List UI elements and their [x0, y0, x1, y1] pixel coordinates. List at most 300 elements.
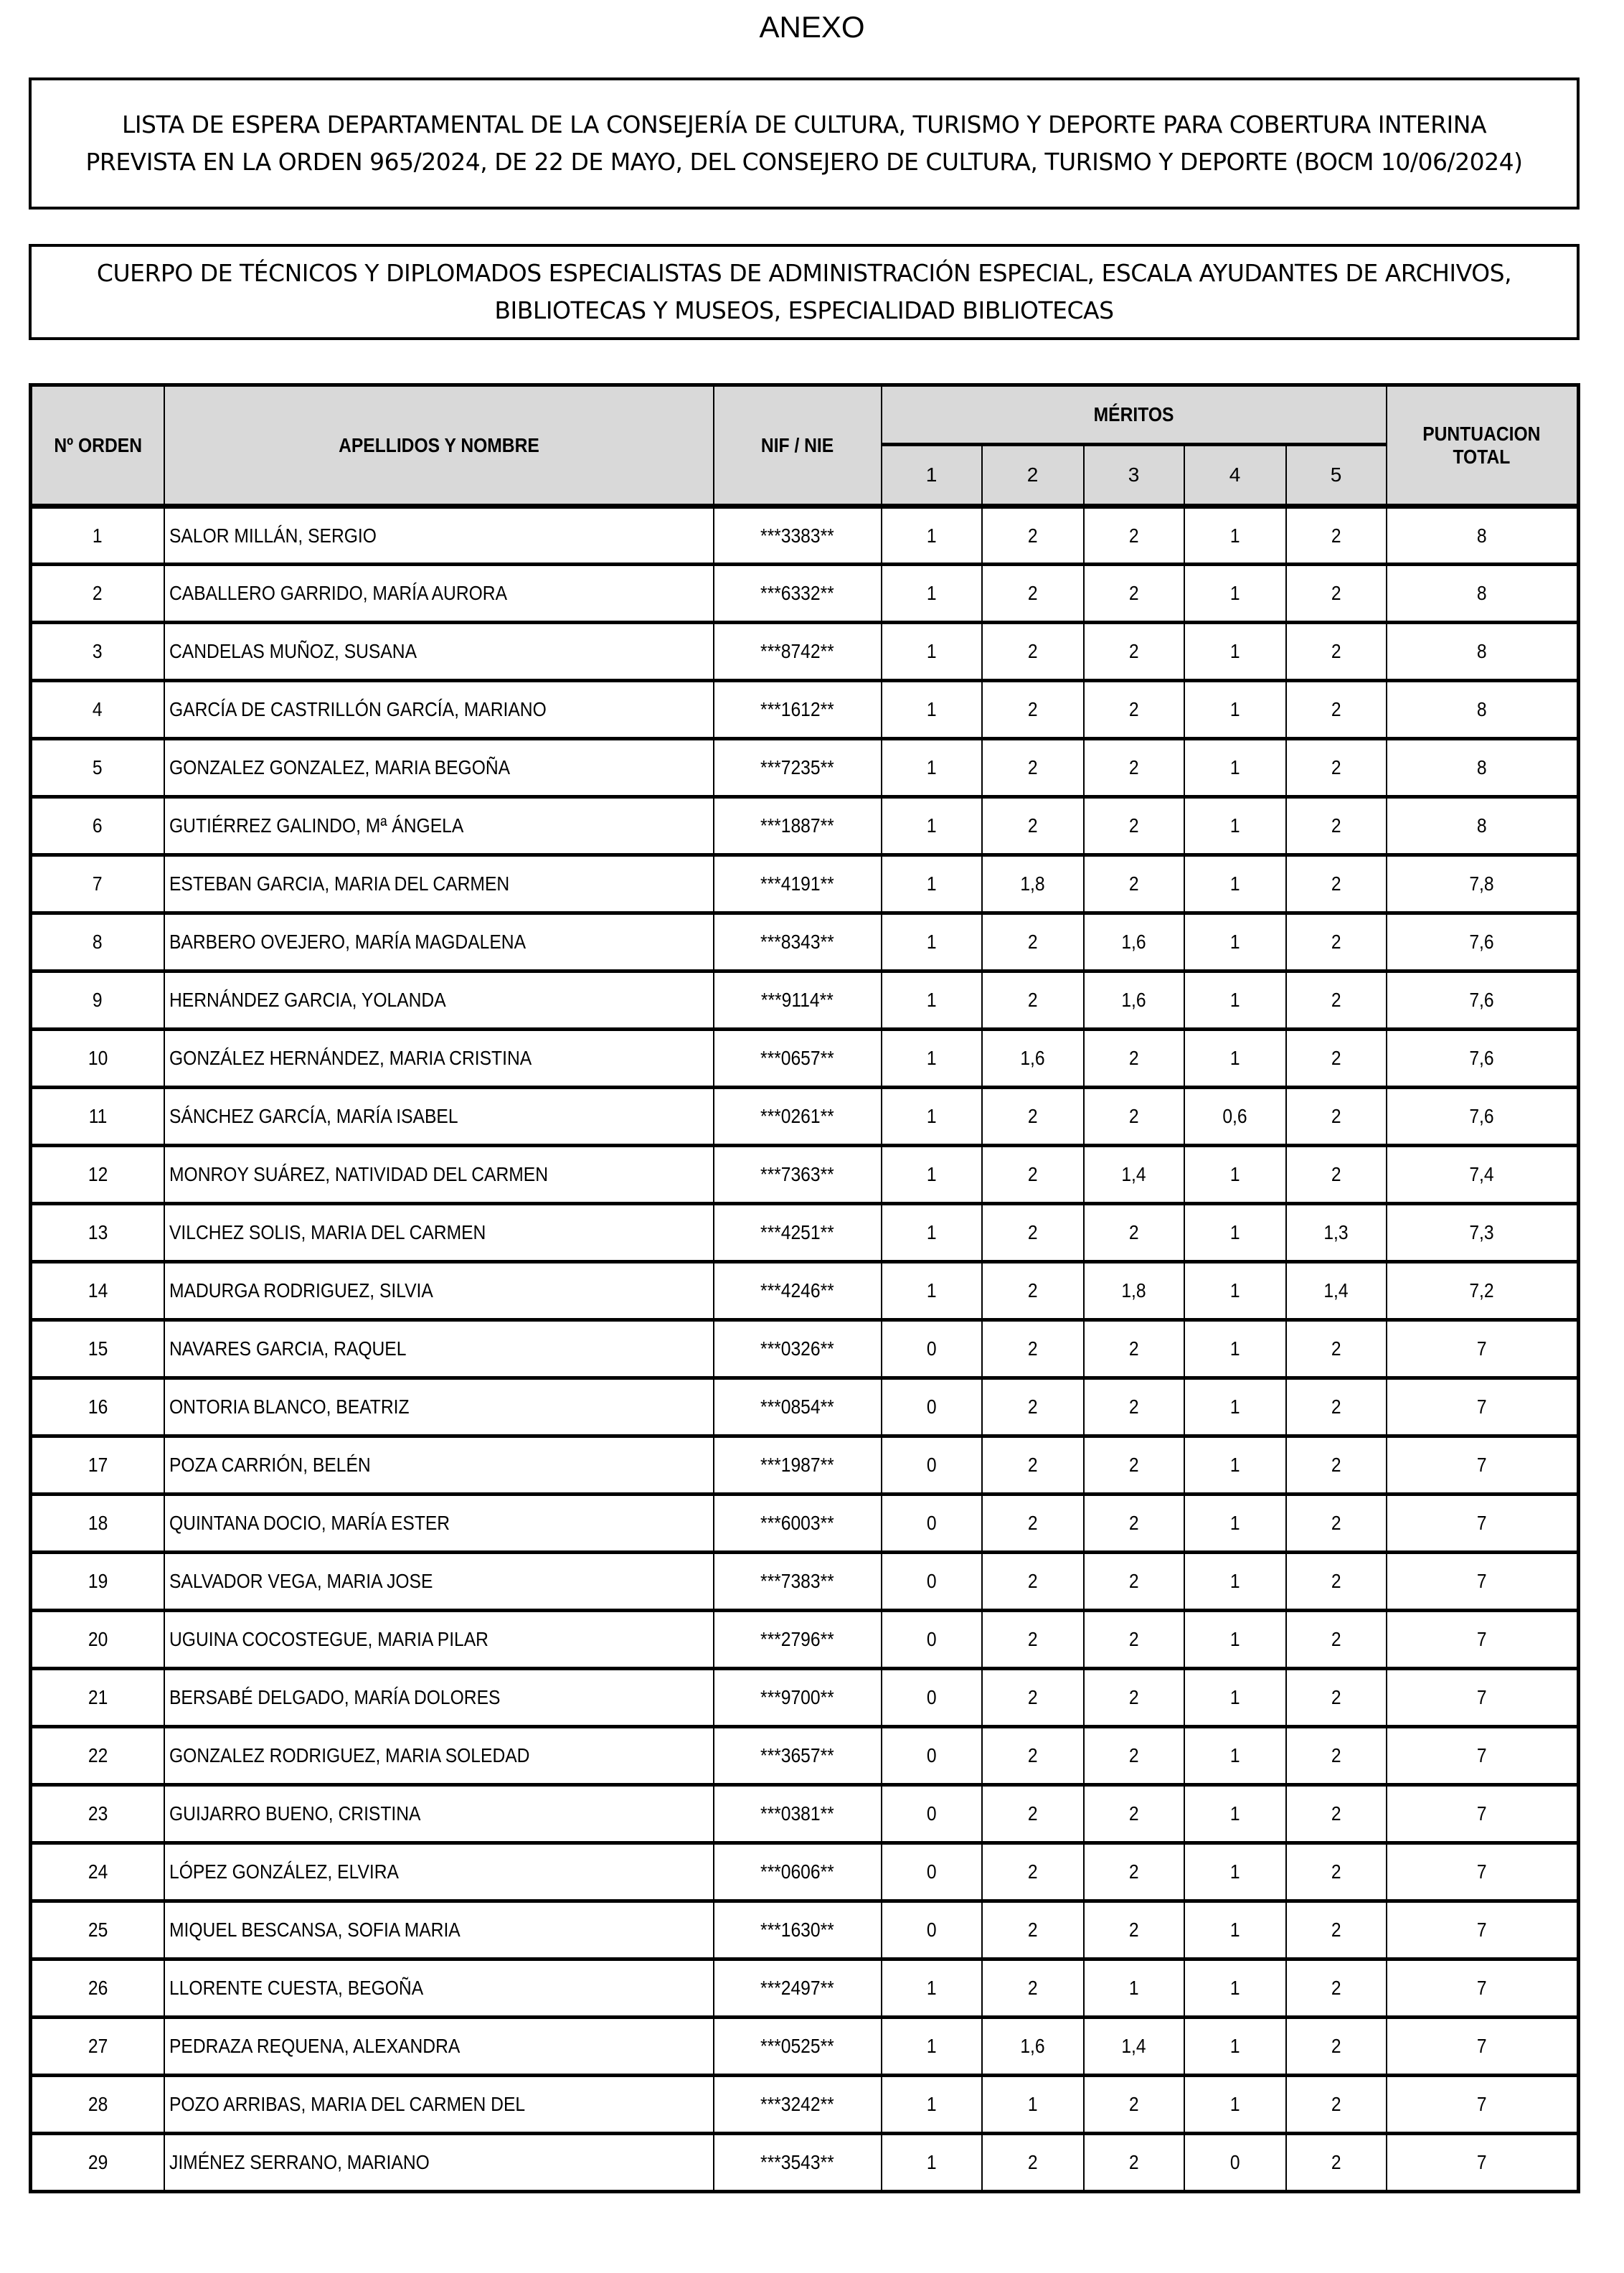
row-orden: 3: [31, 623, 164, 681]
row-merito-2: 2: [982, 1088, 1084, 1146]
row-nif: ***3242**: [714, 2076, 882, 2134]
row-merito-4: 1: [1184, 971, 1286, 1030]
row-merito-4: 1: [1184, 1146, 1286, 1204]
row-merito-1: 0: [882, 1436, 982, 1495]
row-merito-4: 0,6: [1184, 1088, 1286, 1146]
row-orden: 17: [31, 1436, 164, 1495]
row-merito-2: 2: [982, 971, 1084, 1030]
row-nombre: ONTORIA BLANCO, BEATRIZ: [164, 1378, 714, 1436]
row-orden: 2: [31, 565, 164, 623]
header-total: PUNTUACION TOTAL: [1387, 385, 1579, 507]
row-merito-4: 1: [1184, 1669, 1286, 1727]
row-merito-5: 2: [1286, 1611, 1387, 1669]
row-total: 7,6: [1387, 971, 1579, 1030]
row-orden: 12: [31, 1146, 164, 1204]
row-merito-1: 0: [882, 1669, 982, 1727]
row-merito-3: 2: [1084, 1495, 1184, 1553]
row-merito-4: 1: [1184, 1901, 1286, 1959]
row-nif: ***0381**: [714, 1785, 882, 1843]
row-total: 7,6: [1387, 1030, 1579, 1088]
row-merito-1: 0: [882, 1495, 982, 1553]
row-merito-3: 2: [1084, 1669, 1184, 1727]
table-body: [31, 507, 1579, 2192]
corps-title-box: [29, 244, 1580, 340]
row-merito-2: 2: [982, 1785, 1084, 1843]
row-nif: ***3543**: [714, 2134, 882, 2192]
row-merito-1: 1: [882, 2076, 982, 2134]
row-merito-2: 2: [982, 623, 1084, 681]
table-row: [31, 2134, 1579, 2192]
list-title-box: [29, 77, 1580, 210]
row-nif: ***6332**: [714, 565, 882, 623]
table-row: [31, 1785, 1579, 1843]
row-nif: ***2497**: [714, 1959, 882, 2018]
row-merito-5: 1,4: [1286, 1262, 1387, 1320]
row-orden: 21: [31, 1669, 164, 1727]
row-merito-4: 0: [1184, 2134, 1286, 2192]
row-merito-4: 1: [1184, 739, 1286, 797]
row-merito-1: 0: [882, 1727, 982, 1785]
list-title-line-1: LISTA DE ESPERA DEPARTAMENTAL DE LA CONSEJERÍA DE CULTURA, TURISMO Y DEPORTE PARA COBERTURA INTERINA: [121, 110, 1487, 138]
row-merito-4: 1: [1184, 1959, 1286, 2018]
row-merito-3: 2: [1084, 1843, 1184, 1901]
row-merito-4: 1: [1184, 2076, 1286, 2134]
row-orden: 24: [31, 1843, 164, 1901]
header-merito-2: 2: [982, 445, 1084, 507]
row-nif: ***0261**: [714, 1088, 882, 1146]
row-merito-5: 2: [1286, 2076, 1387, 2134]
row-merito-4: 1: [1184, 1611, 1286, 1669]
row-merito-5: 2: [1286, 623, 1387, 681]
row-total: 8: [1387, 507, 1579, 565]
table-row: [31, 855, 1579, 913]
row-merito-4: 1: [1184, 1262, 1286, 1320]
row-total: 8: [1387, 739, 1579, 797]
row-nif: ***3383**: [714, 507, 882, 565]
row-merito-3: 2: [1084, 1785, 1184, 1843]
row-merito-1: 1: [882, 1262, 982, 1320]
row-merito-2: 2: [982, 1901, 1084, 1959]
row-merito-2: 2: [982, 739, 1084, 797]
row-merito-3: 2: [1084, 797, 1184, 855]
row-total: 7,8: [1387, 855, 1579, 913]
row-nif: ***7383**: [714, 1553, 882, 1611]
row-merito-5: 2: [1286, 1030, 1387, 1088]
header-orden: Nº ORDEN: [31, 385, 164, 507]
row-merito-5: 2: [1286, 2018, 1387, 2076]
row-nif: ***8343**: [714, 913, 882, 971]
row-orden: 27: [31, 2018, 164, 2076]
row-nombre: VILCHEZ SOLIS, MARIA DEL CARMEN: [164, 1204, 714, 1262]
row-merito-1: 0: [882, 1553, 982, 1611]
row-orden: 8: [31, 913, 164, 971]
row-total: 7,6: [1387, 913, 1579, 971]
row-merito-1: 1: [882, 855, 982, 913]
row-merito-1: 0: [882, 1843, 982, 1901]
row-merito-4: 1: [1184, 1378, 1286, 1436]
row-merito-1: 1: [882, 2134, 982, 2192]
row-orden: 26: [31, 1959, 164, 2018]
row-nif: ***1987**: [714, 1436, 882, 1495]
table-row: [31, 1727, 1579, 1785]
row-total: 7: [1387, 1553, 1579, 1611]
row-merito-5: 2: [1286, 1553, 1387, 1611]
row-merito-3: 2: [1084, 2134, 1184, 2192]
table-row: [31, 507, 1579, 565]
row-orden: 20: [31, 1611, 164, 1669]
table-row: [31, 739, 1579, 797]
row-merito-1: 0: [882, 1785, 982, 1843]
row-merito-5: 2: [1286, 855, 1387, 913]
row-merito-3: 2: [1084, 623, 1184, 681]
row-merito-3: 2: [1084, 739, 1184, 797]
row-orden: 18: [31, 1495, 164, 1553]
row-total: 7,4: [1387, 1146, 1579, 1204]
table-row: [31, 1262, 1579, 1320]
row-nombre: LLORENTE CUESTA, BEGOÑA: [164, 1959, 714, 2018]
row-merito-3: 2: [1084, 1204, 1184, 1262]
row-merito-4: 1: [1184, 681, 1286, 739]
row-orden: 11: [31, 1088, 164, 1146]
row-total: 8: [1387, 681, 1579, 739]
row-merito-4: 1: [1184, 1843, 1286, 1901]
row-merito-2: 2: [982, 1262, 1084, 1320]
row-orden: 7: [31, 855, 164, 913]
row-merito-2: 2: [982, 1959, 1084, 2018]
row-nombre: CANDELAS MUÑOZ, SUSANA: [164, 623, 714, 681]
row-nif: ***8742**: [714, 623, 882, 681]
row-nombre: GARCÍA DE CASTRILLÓN GARCÍA, MARIANO: [164, 681, 714, 739]
row-merito-5: 2: [1286, 1785, 1387, 1843]
row-total: 8: [1387, 797, 1579, 855]
row-merito-1: 1: [882, 1030, 982, 1088]
row-merito-4: 1: [1184, 623, 1286, 681]
row-merito-4: 1: [1184, 1727, 1286, 1785]
row-merito-2: 2: [982, 681, 1084, 739]
row-merito-4: 1: [1184, 1320, 1286, 1378]
row-merito-3: 2: [1084, 855, 1184, 913]
table-row: [31, 1436, 1579, 1495]
table-row: [31, 1378, 1579, 1436]
header-nombre: APELLIDOS Y NOMBRE: [164, 385, 714, 507]
row-merito-3: 1,6: [1084, 971, 1184, 1030]
row-merito-2: 2: [982, 1146, 1084, 1204]
header-nif: NIF / NIE: [714, 385, 882, 507]
table-row: [31, 681, 1579, 739]
row-nombre: LÓPEZ GONZÁLEZ, ELVIRA: [164, 1843, 714, 1901]
row-merito-1: 1: [882, 565, 982, 623]
row-nombre: GUTIÉRREZ GALINDO, Mª ÁNGELA: [164, 797, 714, 855]
row-nif: ***4251**: [714, 1204, 882, 1262]
row-merito-1: 1: [882, 507, 982, 565]
row-merito-4: 1: [1184, 2018, 1286, 2076]
row-total: 7: [1387, 1436, 1579, 1495]
row-nombre: SALOR MILLÁN, SERGIO: [164, 507, 714, 565]
row-orden: 9: [31, 971, 164, 1030]
row-merito-5: 1,3: [1286, 1204, 1387, 1262]
waiting-list-table: [29, 383, 1580, 2193]
row-merito-1: 1: [882, 1088, 982, 1146]
row-merito-2: 2: [982, 913, 1084, 971]
row-merito-2: 1,6: [982, 2018, 1084, 2076]
table-row: [31, 1553, 1579, 1611]
row-merito-2: 2: [982, 1204, 1084, 1262]
table-row: [31, 1669, 1579, 1727]
row-total: 7: [1387, 1843, 1579, 1901]
row-merito-2: 2: [982, 1378, 1084, 1436]
row-merito-5: 2: [1286, 1901, 1387, 1959]
row-merito-1: 1: [882, 681, 982, 739]
header-merito-4: 4: [1184, 445, 1286, 507]
row-total: 7: [1387, 1727, 1579, 1785]
row-total: 7: [1387, 1901, 1579, 1959]
row-total: 7,3: [1387, 1204, 1579, 1262]
row-merito-5: 2: [1286, 1959, 1387, 2018]
row-merito-5: 2: [1286, 913, 1387, 971]
row-nombre: JIMÉNEZ SERRANO, MARIANO: [164, 2134, 714, 2192]
row-nif: ***9700**: [714, 1669, 882, 1727]
header-meritos: MÉRITOS: [882, 385, 1387, 445]
row-total: 7,2: [1387, 1262, 1579, 1320]
row-nombre: UGUINA COCOSTEGUE, MARIA PILAR: [164, 1611, 714, 1669]
row-nif: ***4191**: [714, 855, 882, 913]
row-nif: ***7363**: [714, 1146, 882, 1204]
row-total: 7: [1387, 1611, 1579, 1669]
row-total: 7: [1387, 1378, 1579, 1436]
row-merito-3: 2: [1084, 1611, 1184, 1669]
table-row: [31, 1146, 1579, 1204]
row-merito-4: 1: [1184, 1495, 1286, 1553]
table-row: [31, 1901, 1579, 1959]
row-merito-3: 2: [1084, 565, 1184, 623]
row-merito-2: 2: [982, 1495, 1084, 1553]
row-nif: ***7235**: [714, 739, 882, 797]
row-nombre: POZO ARRIBAS, MARIA DEL CARMEN DEL: [164, 2076, 714, 2134]
table-row: [31, 1843, 1579, 1901]
row-merito-2: 2: [982, 1611, 1084, 1669]
corps-title-line-2: BIBLIOTECAS Y MUSEOS, ESPECIALIDAD BIBLIOTECAS: [494, 296, 1114, 324]
table-row: [31, 797, 1579, 855]
row-merito-2: 2: [982, 565, 1084, 623]
row-merito-3: 2: [1084, 1088, 1184, 1146]
row-nombre: MONROY SUÁREZ, NATIVIDAD DEL CARMEN: [164, 1146, 714, 1204]
row-merito-3: 1: [1084, 1959, 1184, 2018]
row-merito-3: 2: [1084, 1378, 1184, 1436]
table-row: [31, 913, 1579, 971]
row-merito-3: 1,4: [1084, 1146, 1184, 1204]
row-merito-5: 2: [1286, 1727, 1387, 1785]
row-merito-1: 0: [882, 1901, 982, 1959]
row-total: 8: [1387, 623, 1579, 681]
table-row: [31, 971, 1579, 1030]
list-title-line-2: PREVISTA EN LA ORDEN 965/2024, DE 22 DE MAYO, DEL CONSEJERO DE CULTURA, TURISMO Y DEPORTE (BOCM 10/06/2024): [85, 148, 1523, 176]
row-total: 7: [1387, 2134, 1579, 2192]
row-total: 7,6: [1387, 1088, 1579, 1146]
row-nif: ***0606**: [714, 1843, 882, 1901]
row-merito-1: 1: [882, 971, 982, 1030]
row-nif: ***6003**: [714, 1495, 882, 1553]
row-merito-5: 2: [1286, 1495, 1387, 1553]
row-merito-5: 2: [1286, 507, 1387, 565]
row-nombre: GUIJARRO BUENO, CRISTINA: [164, 1785, 714, 1843]
row-orden: 13: [31, 1204, 164, 1262]
row-total: 7: [1387, 2018, 1579, 2076]
row-total: 7: [1387, 1320, 1579, 1378]
row-merito-3: 2: [1084, 2076, 1184, 2134]
row-merito-3: 2: [1084, 1727, 1184, 1785]
row-merito-4: 1: [1184, 855, 1286, 913]
row-total: 7: [1387, 1785, 1579, 1843]
table-row: [31, 1204, 1579, 1262]
row-merito-2: 2: [982, 1727, 1084, 1785]
row-nombre: NAVARES GARCIA, RAQUEL: [164, 1320, 714, 1378]
row-merito-5: 2: [1286, 797, 1387, 855]
row-nombre: QUINTANA DOCIO, MARÍA ESTER: [164, 1495, 714, 1553]
row-merito-3: 1,6: [1084, 913, 1184, 971]
row-merito-1: 1: [882, 1204, 982, 1262]
table-row: [31, 565, 1579, 623]
header-merito-5: 5: [1286, 445, 1387, 507]
row-total: 7: [1387, 1669, 1579, 1727]
row-merito-5: 2: [1286, 1146, 1387, 1204]
row-orden: 25: [31, 1901, 164, 1959]
row-merito-4: 1: [1184, 1204, 1286, 1262]
row-merito-5: 2: [1286, 565, 1387, 623]
row-merito-5: 2: [1286, 971, 1387, 1030]
header-merito-1: 1: [882, 445, 982, 507]
row-merito-1: 1: [882, 623, 982, 681]
row-merito-2: 1: [982, 2076, 1084, 2134]
row-nombre: HERNÁNDEZ GARCIA, YOLANDA: [164, 971, 714, 1030]
row-merito-5: 2: [1286, 1378, 1387, 1436]
row-merito-3: 2: [1084, 1901, 1184, 1959]
table-row: [31, 2076, 1579, 2134]
row-nombre: GONZALEZ RODRIGUEZ, MARIA SOLEDAD: [164, 1727, 714, 1785]
row-merito-4: 1: [1184, 913, 1286, 971]
row-nif: ***2796**: [714, 1611, 882, 1669]
row-merito-2: 2: [982, 1436, 1084, 1495]
row-nif: ***9114**: [714, 971, 882, 1030]
row-merito-3: 1,8: [1084, 1262, 1184, 1320]
row-merito-3: 2: [1084, 507, 1184, 565]
row-merito-5: 2: [1286, 1320, 1387, 1378]
row-merito-3: 2: [1084, 1436, 1184, 1495]
row-nif: ***0525**: [714, 2018, 882, 2076]
table-row: [31, 1088, 1579, 1146]
row-nif: ***0657**: [714, 1030, 882, 1088]
row-merito-2: 1,6: [982, 1030, 1084, 1088]
row-merito-2: 2: [982, 2134, 1084, 2192]
row-merito-2: 2: [982, 1553, 1084, 1611]
row-merito-1: 1: [882, 1146, 982, 1204]
row-orden: 6: [31, 797, 164, 855]
row-total: 7: [1387, 1495, 1579, 1553]
row-nombre: MIQUEL BESCANSA, SOFIA MARIA: [164, 1901, 714, 1959]
row-merito-5: 2: [1286, 1436, 1387, 1495]
table-row: [31, 1320, 1579, 1378]
table-row: [31, 1030, 1579, 1088]
row-merito-3: 2: [1084, 681, 1184, 739]
row-orden: 4: [31, 681, 164, 739]
table-row: [31, 1959, 1579, 2018]
row-nombre: PEDRAZA REQUENA, ALEXANDRA: [164, 2018, 714, 2076]
row-merito-4: 1: [1184, 1436, 1286, 1495]
row-merito-5: 2: [1286, 681, 1387, 739]
table-row: [31, 1611, 1579, 1669]
row-nif: ***1630**: [714, 1901, 882, 1959]
row-merito-1: 1: [882, 797, 982, 855]
row-merito-4: 1: [1184, 797, 1286, 855]
row-merito-4: 1: [1184, 1785, 1286, 1843]
row-orden: 19: [31, 1553, 164, 1611]
row-merito-1: 0: [882, 1378, 982, 1436]
row-merito-2: 2: [982, 1320, 1084, 1378]
row-merito-5: 2: [1286, 1669, 1387, 1727]
row-merito-2: 2: [982, 1843, 1084, 1901]
row-nif: ***0326**: [714, 1320, 882, 1378]
row-merito-4: 1: [1184, 1553, 1286, 1611]
row-nombre: ESTEBAN GARCIA, MARIA DEL CARMEN: [164, 855, 714, 913]
row-orden: 14: [31, 1262, 164, 1320]
row-nombre: GONZALEZ GONZALEZ, MARIA BEGOÑA: [164, 739, 714, 797]
row-nif: ***0854**: [714, 1378, 882, 1436]
row-merito-1: 0: [882, 1611, 982, 1669]
row-orden: 1: [31, 507, 164, 565]
row-nombre: MADURGA RODRIGUEZ, SILVIA: [164, 1262, 714, 1320]
row-merito-2: 2: [982, 507, 1084, 565]
row-total: 7: [1387, 1959, 1579, 2018]
row-merito-1: 1: [882, 913, 982, 971]
row-orden: 23: [31, 1785, 164, 1843]
row-nombre: SÁNCHEZ GARCÍA, MARÍA ISABEL: [164, 1088, 714, 1146]
row-orden: 10: [31, 1030, 164, 1088]
row-nombre: BERSABÉ DELGADO, MARÍA DOLORES: [164, 1669, 714, 1727]
header-merito-3: 3: [1084, 445, 1184, 507]
row-nombre: CABALLERO GARRIDO, MARÍA AURORA: [164, 565, 714, 623]
row-merito-5: 2: [1286, 1843, 1387, 1901]
row-orden: 16: [31, 1378, 164, 1436]
row-nombre: GONZÁLEZ HERNÁNDEZ, MARIA CRISTINA: [164, 1030, 714, 1088]
row-total: 8: [1387, 565, 1579, 623]
row-merito-5: 2: [1286, 1088, 1387, 1146]
row-merito-1: 0: [882, 1320, 982, 1378]
row-nif: ***3657**: [714, 1727, 882, 1785]
row-nif: ***4246**: [714, 1262, 882, 1320]
row-merito-4: 1: [1184, 1030, 1286, 1088]
table-row: [31, 623, 1579, 681]
row-nif: ***1887**: [714, 797, 882, 855]
row-merito-2: 2: [982, 1669, 1084, 1727]
row-merito-5: 2: [1286, 739, 1387, 797]
row-orden: 15: [31, 1320, 164, 1378]
row-merito-4: 1: [1184, 507, 1286, 565]
row-merito-3: 2: [1084, 1553, 1184, 1611]
table-row: [31, 2018, 1579, 2076]
row-total: 7: [1387, 2076, 1579, 2134]
row-merito-2: 2: [982, 797, 1084, 855]
row-merito-3: 2: [1084, 1030, 1184, 1088]
corps-title-line-1: CUERPO DE TÉCNICOS Y DIPLOMADOS ESPECIALISTAS DE ADMINISTRACIÓN ESPECIAL, ESCALA AYUDANTES DE ARCHIVOS,: [96, 259, 1512, 287]
row-merito-1: 1: [882, 2018, 982, 2076]
row-merito-1: 1: [882, 1959, 982, 2018]
row-nombre: SALVADOR VEGA, MARIA JOSE: [164, 1553, 714, 1611]
row-nif: ***1612**: [714, 681, 882, 739]
row-merito-4: 1: [1184, 565, 1286, 623]
page-title: ANEXO: [759, 10, 865, 44]
row-orden: 5: [31, 739, 164, 797]
row-orden: 28: [31, 2076, 164, 2134]
row-orden: 22: [31, 1727, 164, 1785]
